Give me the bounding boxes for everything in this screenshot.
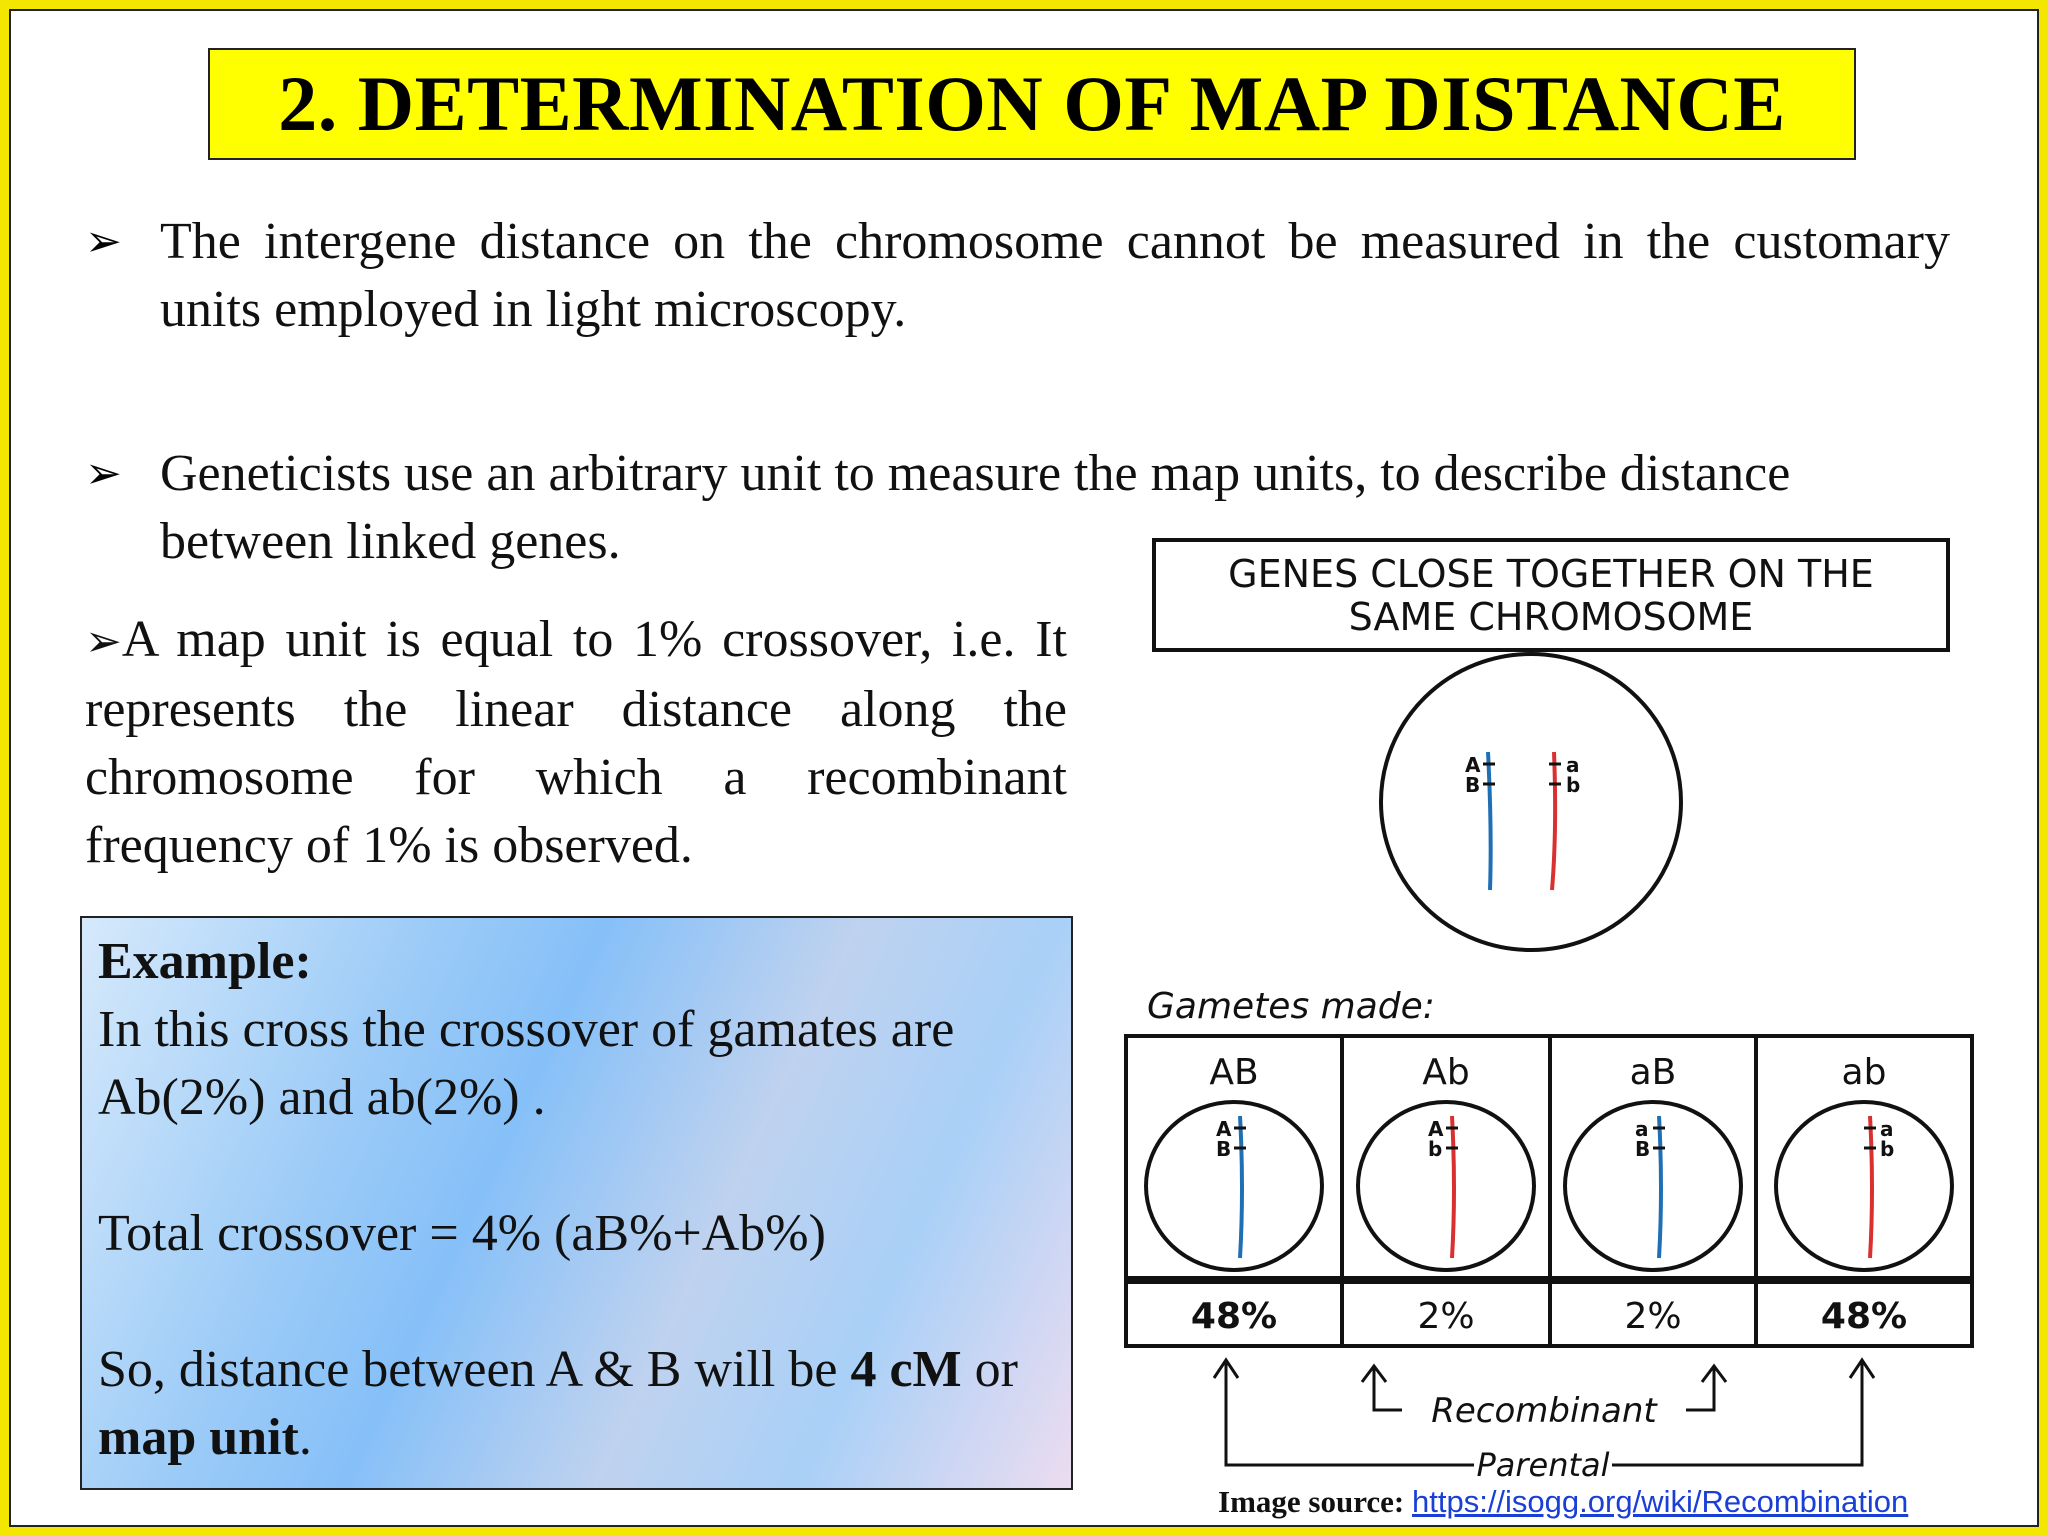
distance-unit: map unit bbox=[98, 1409, 299, 1466]
example-line-gametes: In this cross the crossover of gamates are Ab(2%) and ab(2%) . bbox=[98, 1001, 955, 1126]
gamete-allele-label: B bbox=[1216, 1137, 1232, 1161]
gamete-allele-label: B bbox=[1635, 1137, 1651, 1161]
title-box bbox=[208, 48, 1856, 160]
gamete-chromosome bbox=[1870, 1116, 1872, 1258]
bullet-map-unit-text: A map unit is equal to 1% crossover, i.e. It represents the linear distance along the chromosome for which a recombinant frequency of 1% is observed. bbox=[85, 611, 1067, 874]
bullet-map-unit-definition bbox=[85, 606, 1067, 880]
gamete-percent: 48% bbox=[1190, 1296, 1278, 1337]
parent-label-B: B bbox=[1465, 773, 1481, 797]
parent-label-b: b bbox=[1566, 773, 1581, 797]
gamete-label: Ab bbox=[1422, 1052, 1470, 1093]
gamete-chromosome bbox=[1240, 1116, 1242, 1258]
gamete-label: aB bbox=[1629, 1052, 1677, 1093]
parent-label-A: A bbox=[1465, 753, 1481, 777]
gamete-chromosome bbox=[1659, 1116, 1661, 1258]
gamete-allele-label: a bbox=[1880, 1117, 1894, 1141]
parent-chromosome-blue bbox=[1488, 752, 1491, 890]
gamete-allele-label: A bbox=[1428, 1117, 1444, 1141]
bullet-map-units: Geneticists use an arbitrary unit to measure the map units, to describe distance between linked genes. bbox=[160, 445, 1791, 570]
gamete-percent: 2% bbox=[1417, 1296, 1475, 1337]
bullet-arrow-icon: ➢ bbox=[85, 617, 122, 666]
recombination-diagram bbox=[1120, 530, 2000, 1485]
diagram-header-line1: GENES CLOSE TOGETHER ON THE bbox=[1228, 552, 1874, 596]
gamete-percent: 2% bbox=[1624, 1296, 1682, 1337]
distance-value: 4 cM bbox=[850, 1341, 962, 1398]
credit-label: Image source: bbox=[1218, 1484, 1405, 1519]
recombinant-label: Recombinant bbox=[1431, 1391, 1657, 1431]
parent-cell bbox=[1381, 654, 1681, 950]
example-box bbox=[80, 916, 1073, 1490]
gamete-label: ab bbox=[1841, 1052, 1887, 1093]
credit-link[interactable]: https://isogg.org/wiki/Recombination bbox=[1412, 1484, 1909, 1519]
gamete-allele-label: b bbox=[1428, 1137, 1443, 1161]
distance-mid: or bbox=[961, 1341, 1018, 1398]
page-title: 2. DETERMINATION OF MAP DISTANCE bbox=[278, 60, 1786, 147]
parent-chromosome-red bbox=[1552, 752, 1555, 890]
gametes-made-label: Gametes made: bbox=[1147, 986, 1435, 1027]
diagram-header-line2: SAME CHROMOSOME bbox=[1348, 595, 1754, 639]
parental-label: Parental bbox=[1476, 1446, 1610, 1484]
bullet-arrow-icon: ➢ bbox=[85, 217, 122, 266]
image-credit bbox=[1218, 1484, 1908, 1520]
gamete-chromosome bbox=[1452, 1116, 1454, 1258]
parent-label-a: a bbox=[1566, 753, 1580, 777]
gamete-allele-label: A bbox=[1216, 1117, 1232, 1141]
example-heading: Example: bbox=[98, 933, 312, 990]
example-line-total: Total crossover = 4% (aB%+Ab%) bbox=[98, 1205, 826, 1262]
example-line-distance bbox=[98, 1336, 1055, 1472]
gamete-label: AB bbox=[1209, 1052, 1259, 1093]
bullet-arrow-icon: ➢ bbox=[85, 449, 122, 498]
gamete-allele-label: a bbox=[1635, 1117, 1649, 1141]
bullet-intergene-distance: The intergene distance on the chromosome cannot be measured in the customary units employed in light microscopy. bbox=[160, 213, 1950, 338]
gamete-percent: 48% bbox=[1820, 1296, 1908, 1337]
distance-suffix: . bbox=[298, 1409, 312, 1466]
distance-prefix: So, distance between A & B will be bbox=[98, 1341, 851, 1398]
gamete-allele-label: b bbox=[1880, 1137, 1895, 1161]
